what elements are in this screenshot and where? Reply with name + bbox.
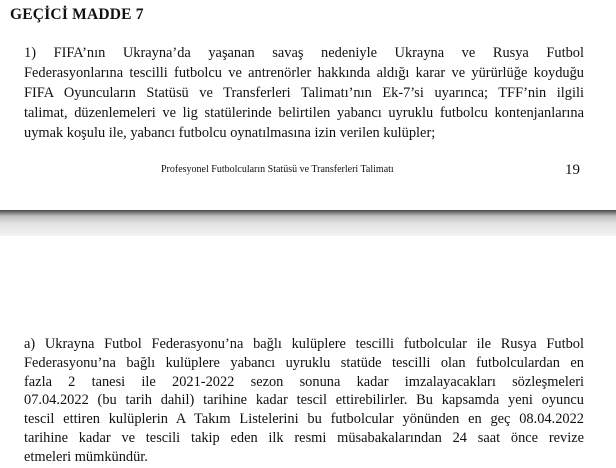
page-number: 19	[565, 162, 580, 178]
paragraph-1	[24, 43, 584, 143]
page-break-shadow	[0, 210, 616, 236]
article-heading: GEÇİCİ MADDE 7	[10, 6, 144, 23]
paragraph-a-line: tarihine kadar ve tescili takip eden ilk resmi müsabakalarından 24 saat önce revize	[24, 429, 584, 446]
paragraph-1-line: 1) FIFA’nın Ukrayna’da yaşanan savaş nedeniyle Ukrayna ve Rusya Futbol	[24, 45, 584, 61]
paragraph-1-line: uymak koşulu ile, yabancı futbolcu oynatılmasına izin verilen kulüpler;	[24, 125, 436, 141]
paragraph-1-line: talimat, düzenlemeleri ve lig statülerinde belirtilen yabancı uyruklu futbolcu kontenjanlarına	[24, 105, 584, 121]
paragraph-a-line: Federasyonu’na bağlı kulüplere yabancı uyruklu statüde tescilli olan futbolculardan en	[24, 354, 584, 371]
paragraph-a-line: tescil ettiren kulüplerin A Takım Listelerini bu futbolcular yönünden en geç 08.04.2022	[24, 411, 584, 428]
paragraph-a	[24, 335, 584, 467]
paragraph-a-line: fazla 2 tanesi ile 2021-2022 sezon sonuna kadar imzalayacakları sözleşmeleri	[24, 373, 584, 390]
paragraph-a-line: 07.04.2022 (bu tarih dahil) tarihine kadar tescil ettirebilirler. Bu kapsamda yeni oyuncu	[24, 392, 584, 409]
paragraph-a-line: etmeleri mümkündür.	[24, 448, 148, 465]
paragraph-a-line: a) Ukrayna Futbol Federasyonu’na bağlı kulüplere tescilli futbolcular ile Rusya Futbol	[24, 336, 584, 352]
page-footer-title: Profesyonel Futbolcuların Statüsü ve Transferleri Talimatı	[161, 164, 394, 175]
paragraph-1-line: FIFA Oyuncuların Statüsü ve Transferleri Talimatı’nın Ek-7’si uyarınca; TFF’nin ilgili	[24, 85, 584, 101]
paragraph-1-line: Federasyonlarına tescilli futbolcu ve antrenörler hakkında aldığı karar ve yürürlüğe koyduğu	[24, 65, 584, 81]
